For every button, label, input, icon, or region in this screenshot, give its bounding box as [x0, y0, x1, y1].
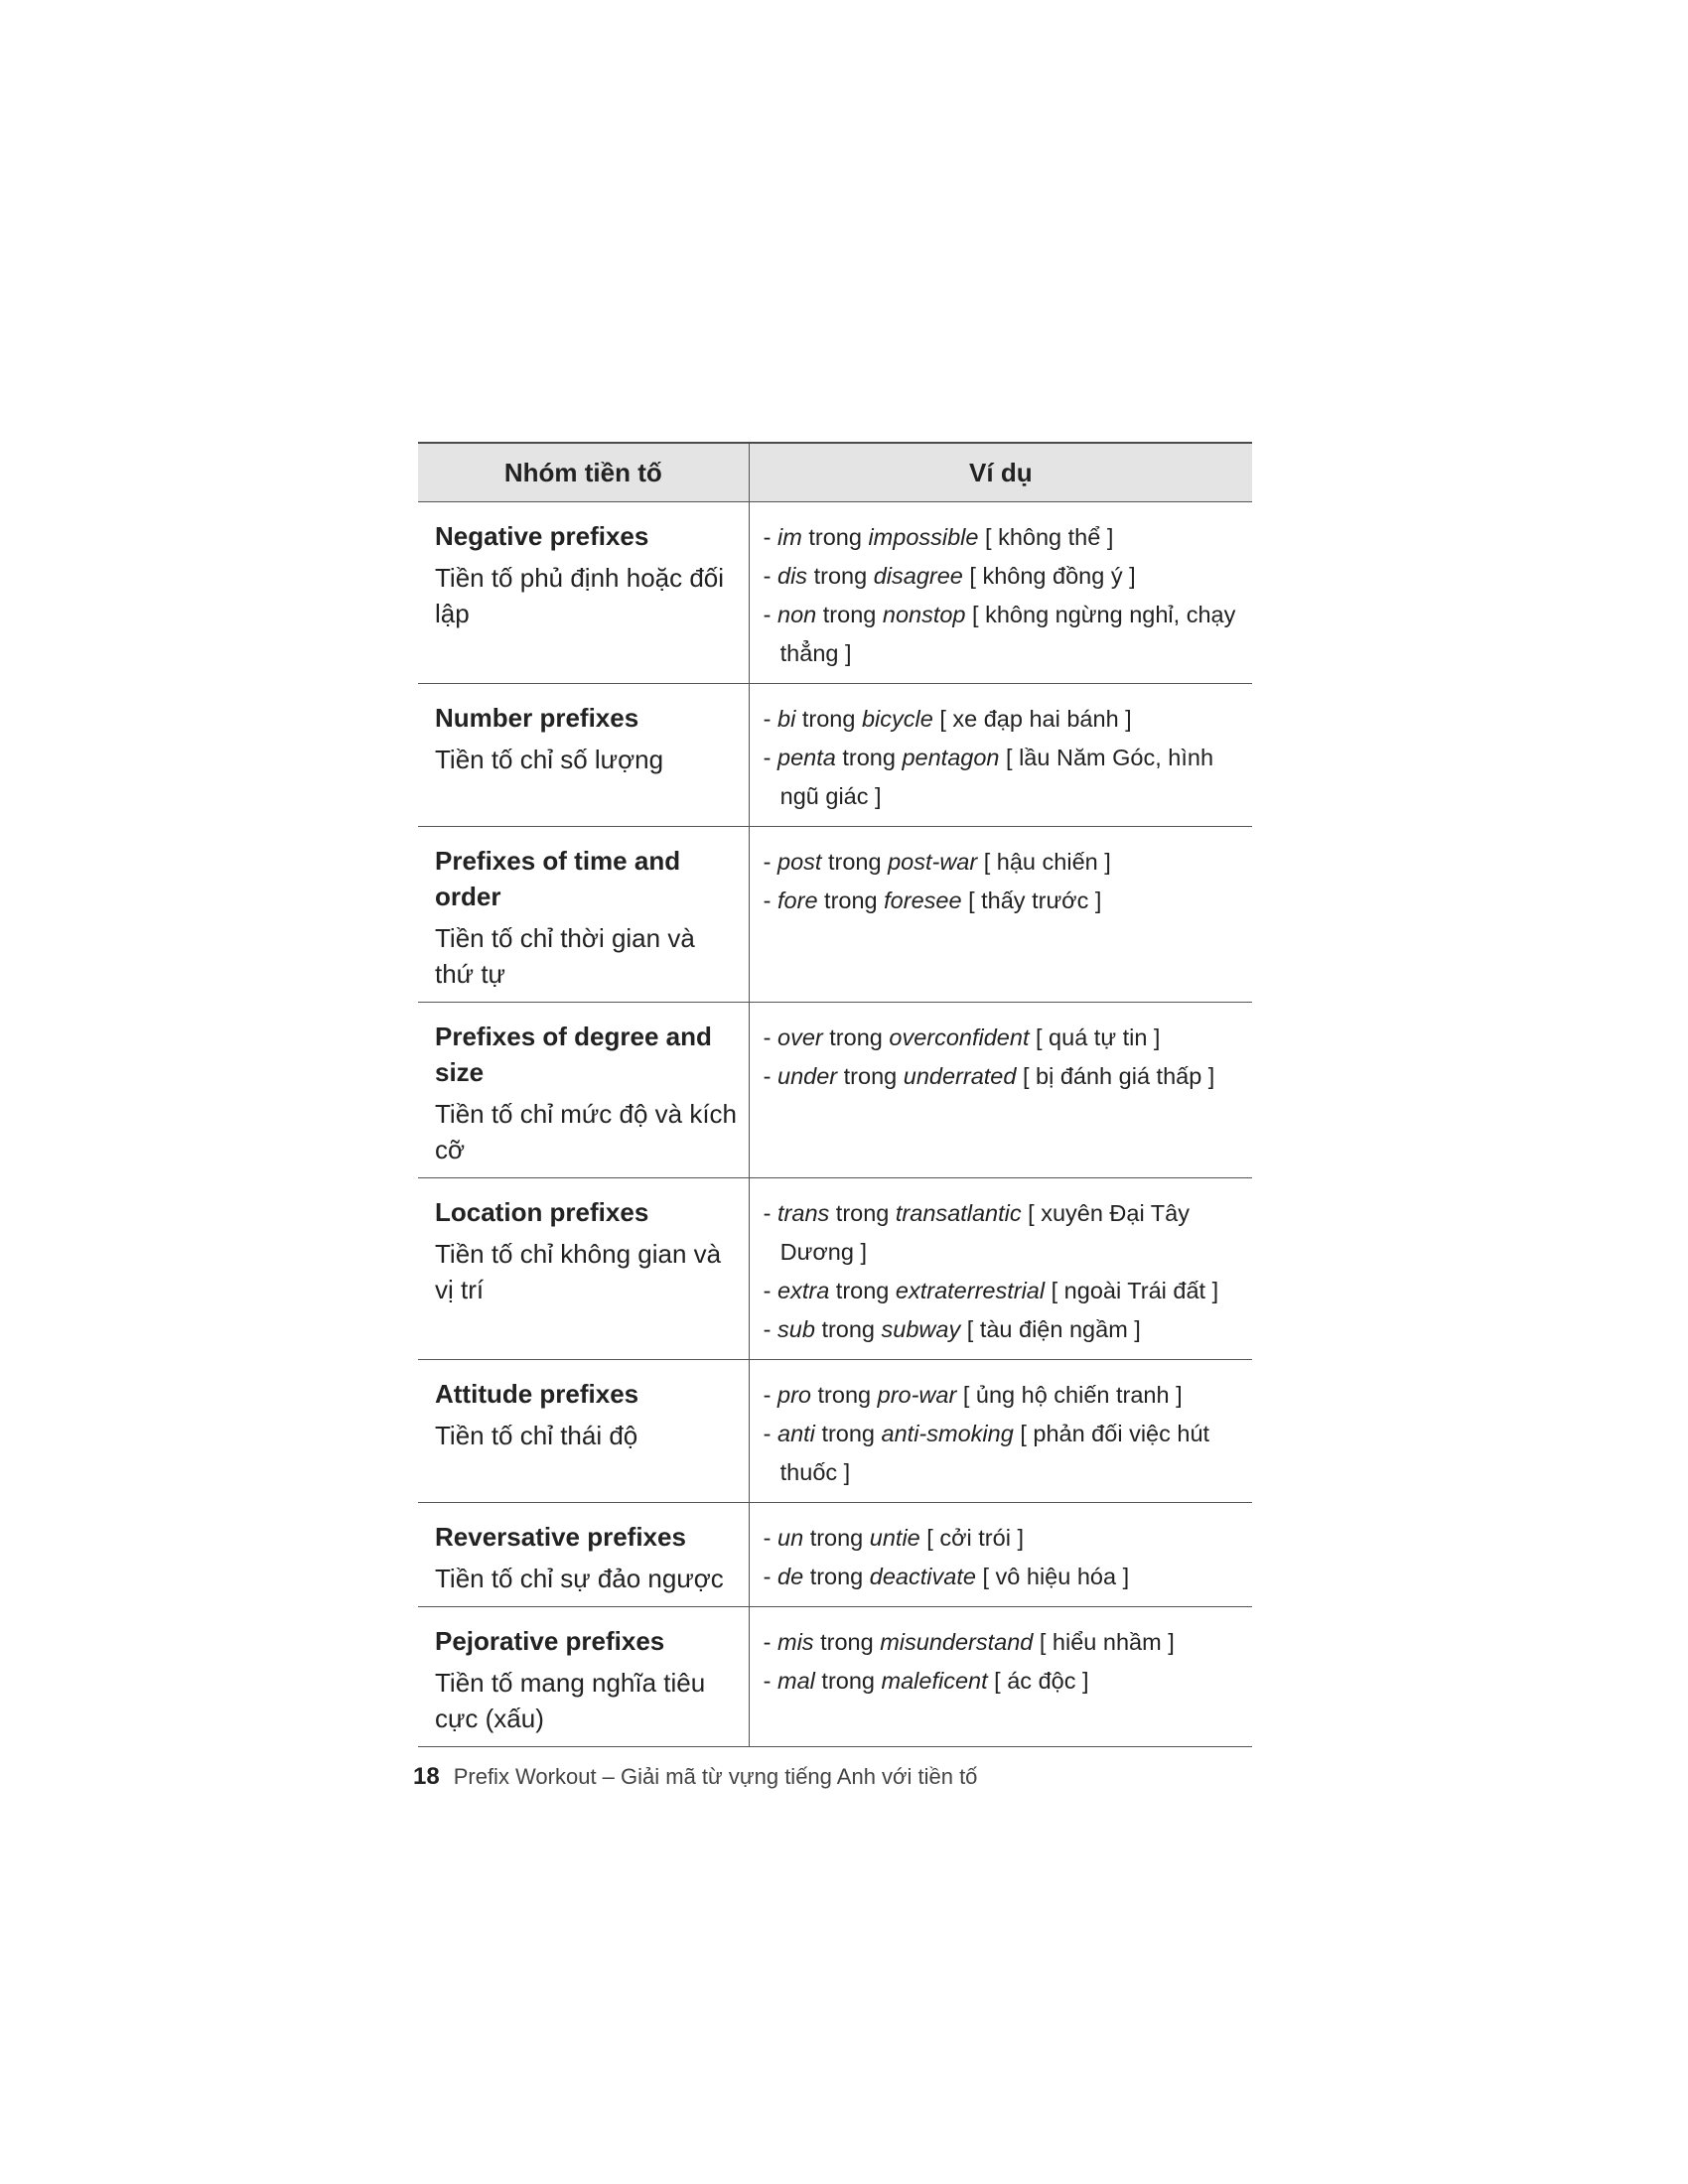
- example-meaning: [ tàu điện ngầm ]: [966, 1316, 1141, 1342]
- example-prefix: anti: [777, 1421, 815, 1446]
- examples-cell: [749, 1178, 1252, 1360]
- example-item: - un trong untie [ cởi trói ]: [763, 1525, 1024, 1551]
- table-row: [418, 502, 1252, 684]
- category-english: Location prefixes: [435, 1197, 649, 1227]
- example-word: extraterrestrial: [895, 1278, 1046, 1303]
- example-prefix: dis: [777, 563, 808, 589]
- example-item: - under trong underrated [ bị đánh giá thấp ]: [763, 1063, 1215, 1089]
- example-word: underrated: [903, 1063, 1017, 1089]
- example-item: - im trong impossible [ không thể ]: [763, 524, 1114, 550]
- header-examples: Ví dụ: [749, 443, 1252, 502]
- example-prefix: non: [777, 602, 817, 627]
- example-conjunction: trong: [827, 849, 882, 875]
- example-meaning: [ lầu Năm Góc, hình ngũ giác ]: [779, 745, 1214, 809]
- example-meaning: [ xuyên Đại Tây Dương ]: [779, 1200, 1190, 1265]
- example-word: anti-smoking: [881, 1421, 1014, 1446]
- example-word: misunderstand: [880, 1629, 1034, 1655]
- examples-cell: [749, 502, 1252, 684]
- category-cell: [418, 684, 749, 827]
- examples-list: [750, 1376, 1252, 1492]
- examples-cell: [749, 827, 1252, 1003]
- examples-cell: [749, 1607, 1252, 1747]
- example-prefix: over: [777, 1024, 823, 1050]
- table-header-row: [418, 443, 1252, 502]
- example-prefix: trans: [777, 1200, 830, 1226]
- prefix-table: [418, 442, 1252, 1747]
- examples-list: [750, 700, 1252, 816]
- example-item: - fore trong foresee [ thấy trước ]: [763, 887, 1102, 913]
- category-cell: [418, 1503, 749, 1607]
- example-meaning: [ ủng hộ chiến tranh ]: [962, 1382, 1183, 1408]
- example-meaning: [ quá tự tin ]: [1036, 1024, 1161, 1050]
- examples-list: [750, 1194, 1252, 1349]
- example-meaning: [ hậu chiến ]: [983, 849, 1111, 875]
- example-conjunction: trong: [817, 1382, 872, 1408]
- category-cell: [418, 1003, 749, 1178]
- example-prefix: de: [777, 1564, 804, 1589]
- examples-cell: [749, 684, 1252, 827]
- category-vietnamese: Tiền tố mang nghĩa tiêu cực (xấu): [435, 1668, 706, 1733]
- example-prefix: post: [777, 849, 822, 875]
- example-word: bicycle: [861, 706, 933, 732]
- example-word: disagree: [873, 563, 963, 589]
- example-item: - extra trong extraterrestrial [ ngoài Trái đất ]: [763, 1278, 1219, 1303]
- example-conjunction: trong: [835, 1278, 890, 1303]
- examples-list: [750, 1519, 1252, 1596]
- example-prefix: extra: [777, 1278, 830, 1303]
- example-word: foresee: [884, 887, 962, 913]
- example-conjunction: trong: [821, 1421, 876, 1446]
- example-item: - pro trong pro-war [ ủng hộ chiến tranh ]: [763, 1382, 1183, 1408]
- category-vietnamese: Tiền tố chỉ sự đảo ngược: [435, 1564, 724, 1593]
- table-row: [418, 1360, 1252, 1503]
- page-footer: [413, 1763, 977, 1791]
- category-cell: [418, 502, 749, 684]
- example-conjunction: trong: [829, 1024, 883, 1050]
- example-meaning: [ bị đánh giá thấp ]: [1022, 1063, 1215, 1089]
- example-word: maleficent: [881, 1668, 988, 1694]
- category-english: Reversative prefixes: [435, 1522, 686, 1552]
- examples-list: [750, 1623, 1252, 1701]
- example-conjunction: trong: [821, 1316, 876, 1342]
- example-conjunction: trong: [842, 745, 896, 770]
- header-prefix-group: Nhóm tiền tố: [418, 443, 749, 502]
- example-meaning: [ không ngừng nghỉ, chạy thẳng ]: [779, 602, 1236, 666]
- example-meaning: [ phản đối việc hút thuốc ]: [779, 1421, 1210, 1485]
- example-item: - post trong post-war [ hậu chiến ]: [763, 849, 1111, 875]
- example-meaning: [ ác độc ]: [994, 1668, 1089, 1694]
- example-conjunction: trong: [801, 706, 856, 732]
- category-english: Number prefixes: [435, 703, 639, 733]
- category-vietnamese: Tiền tố chỉ mức độ và kích cỡ: [435, 1099, 738, 1164]
- examples-list: [750, 843, 1252, 920]
- example-meaning: [ không thể ]: [985, 524, 1114, 550]
- category-vietnamese: Tiền tố phủ định hoặc đối lập: [435, 563, 725, 628]
- example-item: - penta trong pentagon [ lầu Năm Góc, hình ngũ giác ]: [763, 745, 1214, 809]
- example-word: nonstop: [882, 602, 966, 627]
- category-vietnamese: Tiền tố chỉ thái độ: [435, 1421, 638, 1450]
- table-row: [418, 1503, 1252, 1607]
- category-english: Prefixes of degree and size: [435, 1022, 712, 1087]
- example-item: - non trong nonstop [ không ngừng nghỉ, chạy thẳng ]: [763, 602, 1236, 666]
- example-item: - mal trong maleficent [ ác độc ]: [763, 1668, 1089, 1694]
- category-english: Pejorative prefixes: [435, 1626, 665, 1656]
- example-meaning: [ cởi trói ]: [926, 1525, 1024, 1551]
- example-meaning: [ không đồng ý ]: [969, 563, 1136, 589]
- table-row: [418, 1178, 1252, 1360]
- examples-cell: [749, 1360, 1252, 1503]
- example-item: - mis trong misunderstand [ hiểu nhầm ]: [763, 1629, 1175, 1655]
- example-prefix: mal: [777, 1668, 815, 1694]
- example-conjunction: trong: [821, 1668, 875, 1694]
- example-word: transatlantic: [895, 1200, 1022, 1226]
- example-item: - de trong deactivate [ vô hiệu hóa ]: [763, 1564, 1130, 1589]
- category-vietnamese: Tiền tố chỉ không gian và vị trí: [435, 1239, 722, 1304]
- category-english: Prefixes of time and order: [435, 846, 681, 911]
- example-word: pentagon: [902, 745, 1000, 770]
- example-word: post-war: [888, 849, 978, 875]
- example-conjunction: trong: [824, 887, 878, 913]
- category-english: Attitude prefixes: [435, 1379, 639, 1409]
- category-vietnamese: Tiền tố chỉ số lượng: [435, 745, 664, 774]
- example-conjunction: trong: [835, 1200, 890, 1226]
- example-meaning: [ vô hiệu hóa ]: [982, 1564, 1130, 1589]
- example-meaning: [ thấy trước ]: [968, 887, 1102, 913]
- category-cell: [418, 1178, 749, 1360]
- table-row: [418, 1003, 1252, 1178]
- example-item: - bi trong bicycle [ xe đạp hai bánh ]: [763, 706, 1132, 732]
- example-conjunction: trong: [813, 563, 868, 589]
- example-conjunction: trong: [822, 602, 877, 627]
- table-row: [418, 684, 1252, 827]
- table-row: [418, 1607, 1252, 1747]
- category-english: Negative prefixes: [435, 521, 649, 551]
- example-prefix: mis: [777, 1629, 814, 1655]
- example-prefix: un: [777, 1525, 804, 1551]
- table-row: [418, 827, 1252, 1003]
- example-word: pro-war: [877, 1382, 957, 1408]
- example-conjunction: trong: [809, 1564, 864, 1589]
- example-prefix: fore: [777, 887, 818, 913]
- example-prefix: under: [777, 1063, 838, 1089]
- example-meaning: [ xe đạp hai bánh ]: [939, 706, 1132, 732]
- example-conjunction: trong: [809, 1525, 864, 1551]
- example-item: - anti trong anti-smoking [ phản đối việc hút thuốc ]: [763, 1421, 1210, 1485]
- examples-cell: [749, 1003, 1252, 1178]
- example-prefix: pro: [777, 1382, 811, 1408]
- category-cell: [418, 1360, 749, 1503]
- example-meaning: [ ngoài Trái đất ]: [1051, 1278, 1219, 1303]
- example-word: impossible: [868, 524, 979, 550]
- example-word: deactivate: [869, 1564, 976, 1589]
- example-word: untie: [869, 1525, 920, 1551]
- example-prefix: bi: [777, 706, 796, 732]
- example-prefix: im: [777, 524, 802, 550]
- examples-cell: [749, 1503, 1252, 1607]
- example-item: - dis trong disagree [ không đồng ý ]: [763, 563, 1136, 589]
- example-item: - trans trong transatlantic [ xuyên Đại Tây Dương ]: [763, 1200, 1190, 1265]
- example-word: subway: [881, 1316, 961, 1342]
- examples-list: [750, 518, 1252, 673]
- footer-text: Prefix Workout – Giải mã từ vựng tiếng Anh với tiền tố: [453, 1764, 978, 1789]
- example-meaning: [ hiểu nhầm ]: [1039, 1629, 1175, 1655]
- example-prefix: sub: [777, 1316, 815, 1342]
- example-conjunction: trong: [808, 524, 862, 550]
- example-word: overconfident: [889, 1024, 1030, 1050]
- category-vietnamese: Tiền tố chỉ thời gian và thứ tự: [435, 923, 695, 989]
- category-cell: [418, 827, 749, 1003]
- example-prefix: penta: [777, 745, 836, 770]
- example-conjunction: trong: [843, 1063, 898, 1089]
- example-item: - over trong overconfident [ quá tự tin ]: [763, 1024, 1161, 1050]
- page-number: 18: [413, 1763, 440, 1790]
- category-cell: [418, 1607, 749, 1747]
- example-conjunction: trong: [820, 1629, 874, 1655]
- example-item: - sub trong subway [ tàu điện ngầm ]: [763, 1316, 1141, 1342]
- examples-list: [750, 1019, 1252, 1096]
